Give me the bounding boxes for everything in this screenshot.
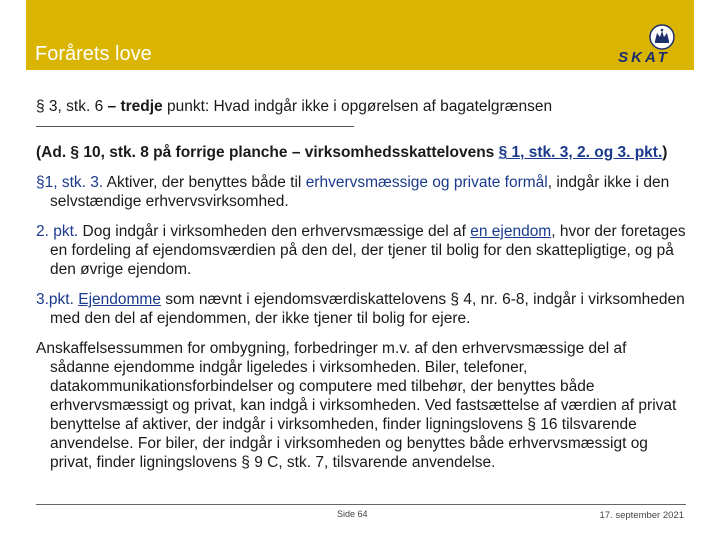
paragraph-reference bbox=[36, 143, 686, 162]
section-label: 2. pkt. bbox=[36, 223, 79, 240]
text-span: som nævnt i ejendomsværdiskattelovens § 4, nr. 6-8, indgår i virksomheden med den del af ejendommen, der ikke tjener til bolig for ejere. bbox=[50, 291, 685, 327]
page-number: Side 64 bbox=[337, 509, 368, 519]
text-span: (Ad. § 10, stk. 8 på forrige planche – virksomhedsskattelovens bbox=[36, 144, 499, 161]
skat-logo bbox=[604, 22, 684, 68]
page-title: Forårets love bbox=[35, 43, 152, 65]
footer-divider bbox=[36, 504, 686, 505]
subtitle-part: § 3, stk. 6 bbox=[36, 98, 108, 115]
highlighted-text: erhvervsmæssige og private formål bbox=[305, 174, 548, 191]
text-span: ) bbox=[662, 144, 668, 161]
subtitle-divider bbox=[36, 126, 354, 127]
slide-subtitle bbox=[36, 97, 686, 116]
ejendom-link[interactable]: en ejendom bbox=[470, 223, 552, 240]
logo-wordmark: SKAT bbox=[618, 49, 670, 66]
law-reference-link[interactable]: § 1, stk. 3, 2. og 3. pkt. bbox=[498, 144, 663, 161]
paragraph-section-1 bbox=[36, 173, 686, 211]
footer-date: 17. september 2021 bbox=[599, 510, 684, 521]
paragraph-acquisition bbox=[36, 339, 686, 472]
subtitle-emphasis: – tredje bbox=[107, 98, 163, 115]
section-label: §1, stk. 3. bbox=[36, 174, 104, 191]
crown-emblem-icon bbox=[604, 22, 684, 52]
text-span: , indgår ikke i den selvstændige erhvervsvirksomhed. bbox=[50, 174, 670, 210]
subtitle-part: punkt: Hvad indgår ikke i opgørelsen af bagatelgrænsen bbox=[162, 98, 553, 115]
text-span: Aktiver, der benyttes både til bbox=[103, 174, 306, 191]
text-span: , hvor der foretages en fordeling af ejendomsværdien på den del, der tjener til bolig for den skattepligtige, og på den øvrige ejendom. bbox=[50, 223, 686, 278]
section-label: 3.pkt. bbox=[36, 291, 74, 308]
ejendomme-link[interactable]: Ejendomme bbox=[78, 291, 161, 308]
paragraph-section-2 bbox=[36, 222, 686, 279]
header-bar bbox=[26, 0, 694, 70]
paragraph-section-3 bbox=[36, 290, 686, 328]
text-span: Dog indgår i virksomheden den erhvervsmæssige del af bbox=[78, 223, 471, 240]
slide-body bbox=[36, 97, 686, 483]
text-span: Anskaffelsessummen for ombygning, forbedringer m.v. af den erhvervsmæssige del af sådanne ejendomme indgår ligeledes i virksomheden. Biler, telefoner, datakommunikationsforbindelser og computere med tilbehør, der benyttes både erhvervsmæssigt og privat, kan indgå i virksomheden. Ved fastsættelse af værdien af privat benyttelse af aktiver, der indgår i virksomheden, finder ligningslovens § 16 tilsvarende anvendelse. For biler, der indgår i virksomheden og benyttes både erhvervsmæssigt og privat, finder ligningslovens § 9 C, stk. 7, tilsvarende anvendelse. bbox=[36, 340, 677, 471]
